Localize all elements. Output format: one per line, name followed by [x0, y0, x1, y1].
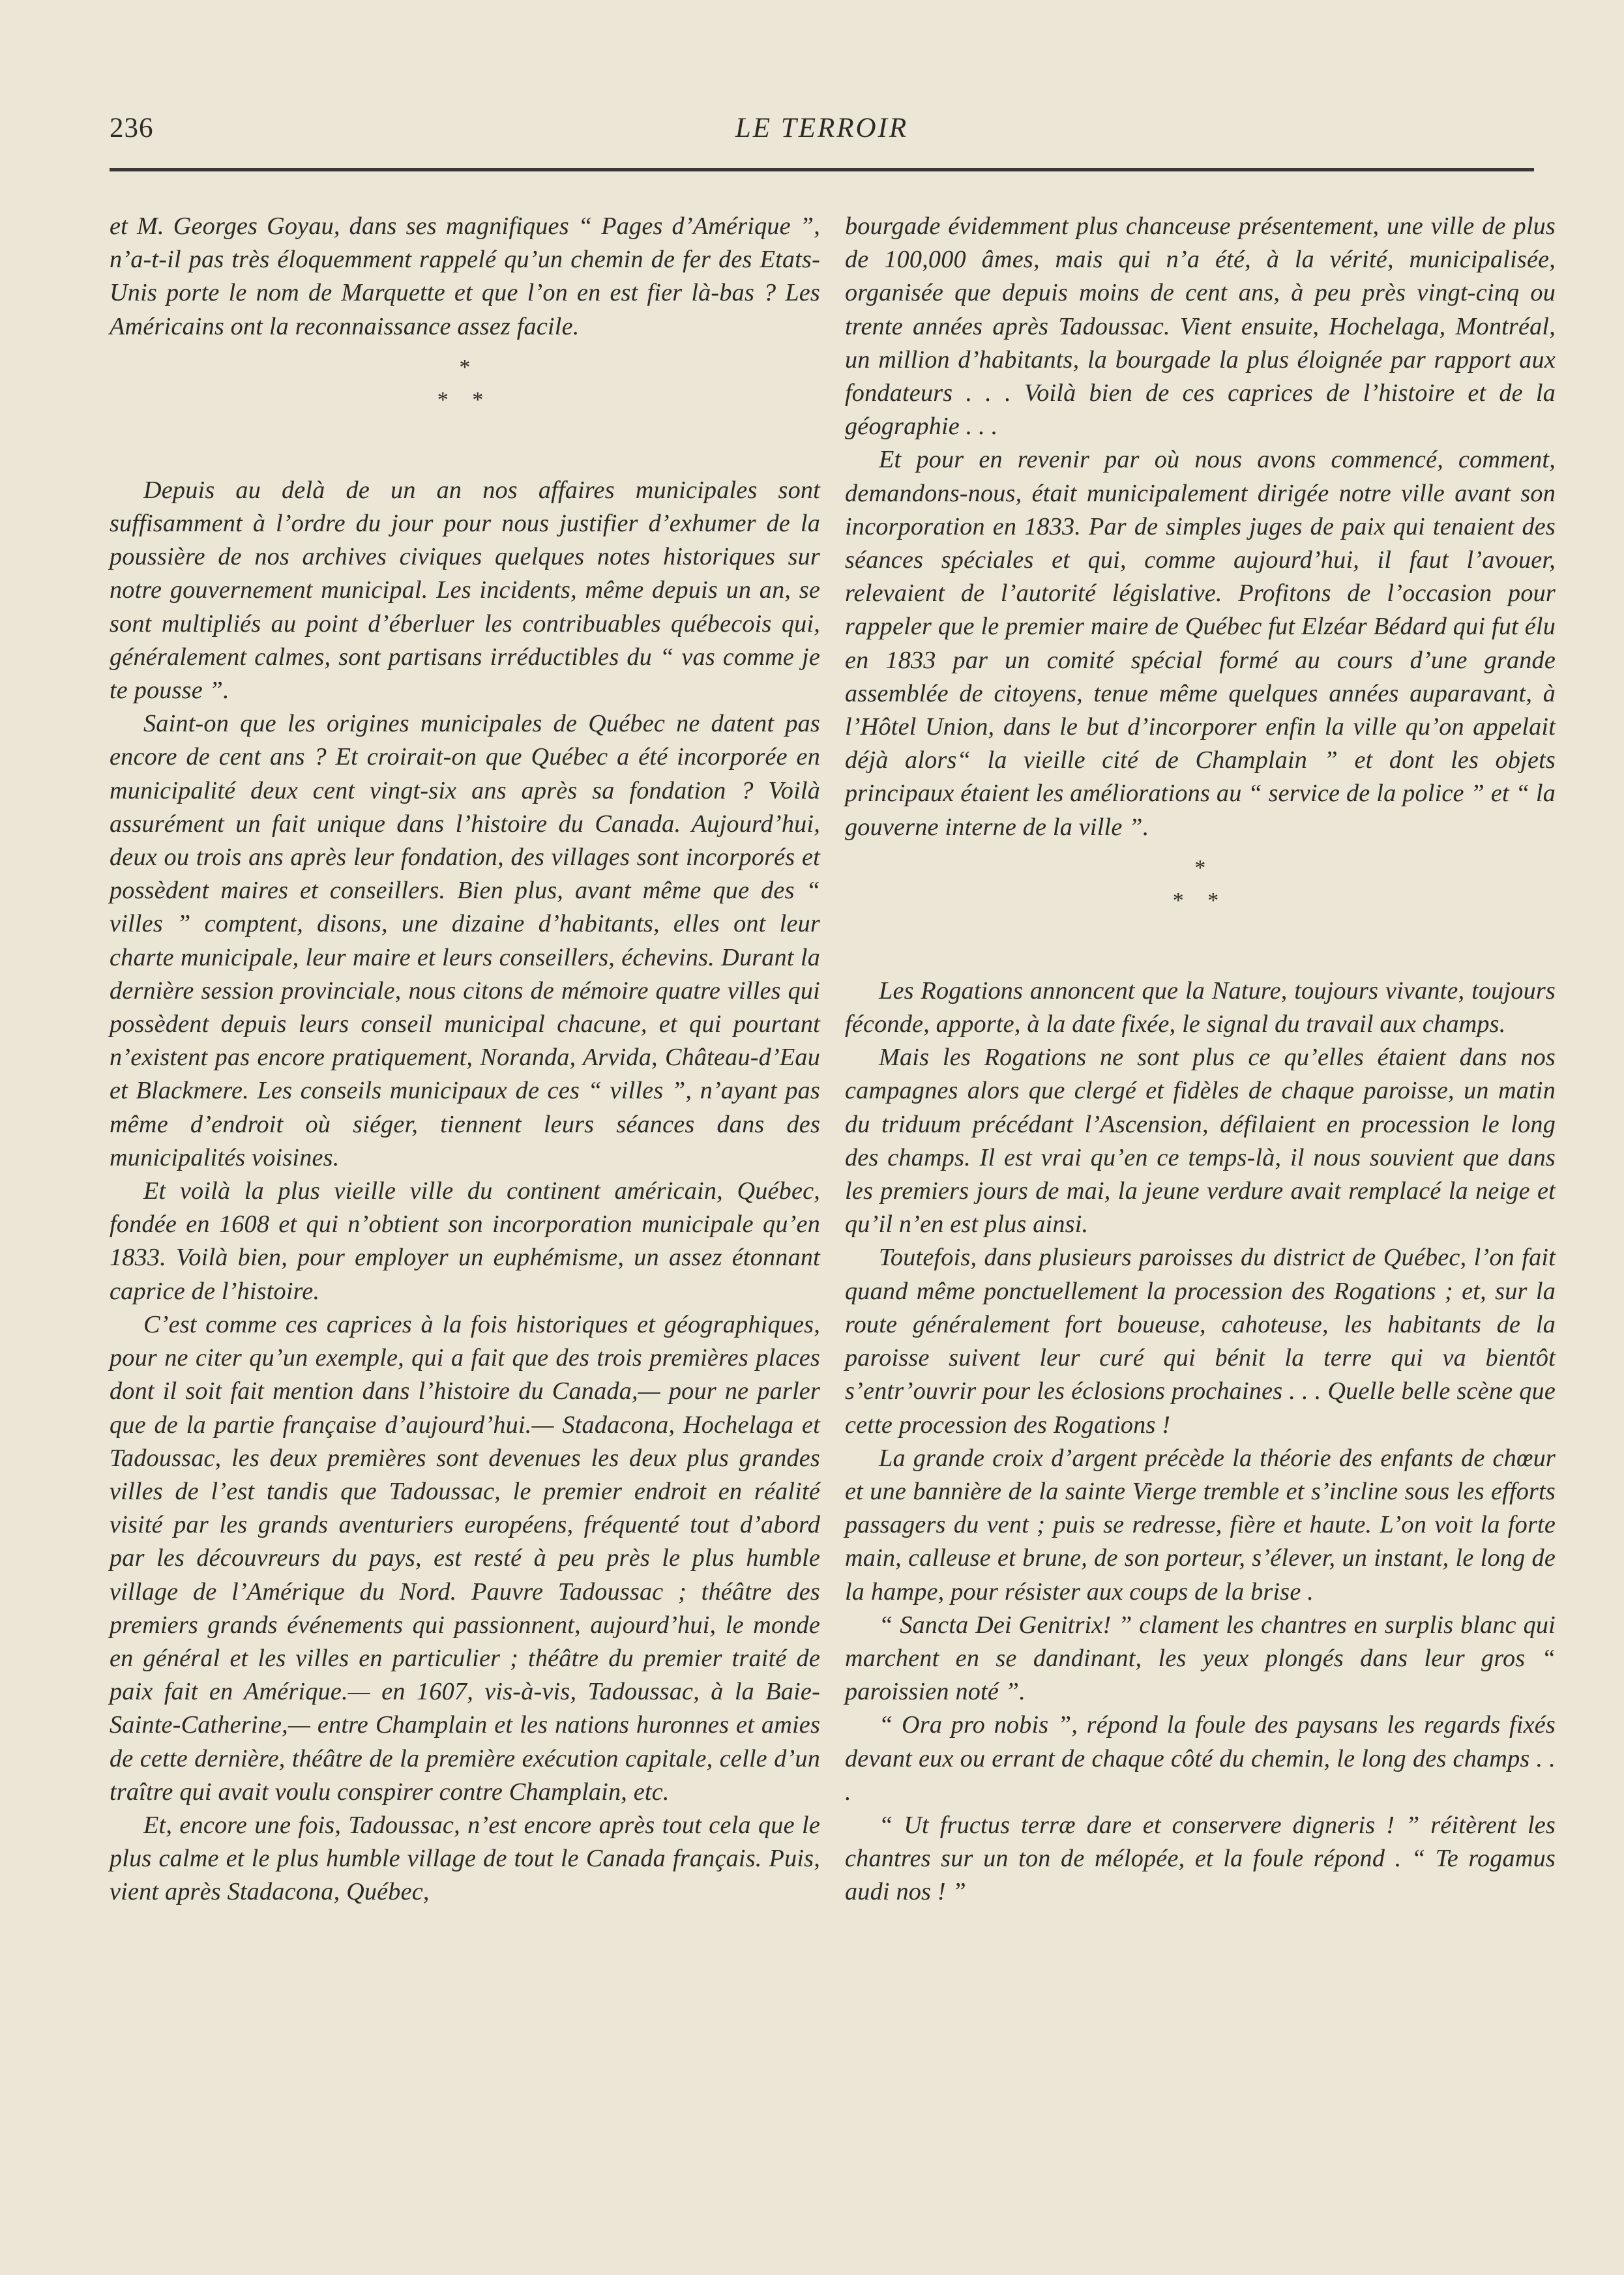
- paragraph: Et voilà la plus vieille ville du continent américain, Québec, fondée en 1608 et qui n’obtient son incorporation municipale qu’en 1833. Voilà bien, pour employer un euphémisme, un assez étonnant caprice de l’histoire.: [110, 1177, 820, 1305]
- paragraph: Depuis au delà de un an nos affaires municipales sont suffisamment à l’ordre du jour pour nous justifier d’exhumer de la poussière de nos archives civiques quelques notes historiques sur notre gouvernement municipal. Les incidents, même depuis un an, se sont multipliés au point d’éberluer les contribuables québecois qui, généralement calmes, sont partisans irréductibles du “ vas comme je te pousse ”.: [110, 476, 820, 705]
- paragraph: Et pour en revenir par où nous avons commencé, comment, demandons-nous, était municipalement dirigée notre ville avant son incorporation en 1833. Par de simples juges de paix qui tenaient des séances spéciales et qui, comme aujourd’hui, il faut l’avouer, relevaient de l’autorité législative. Profitons de l’occasion pour rappeler que le premier maire de Québec fut Elzéar Bédard qui fut élu en 1833 par un comité spécial formé au cours d’une grande assemblée de citoyens, tenue même quelques années auparavant, à l’Hôtel Union, dans le but d’incorporer enfin la ville qu’on appelait déjà alors“ la vieille cité de Champlain ” et dont les objets principaux étaient les améliorations au “ service de la police ” et “ la gouverne interne de la ville ”.: [845, 446, 1556, 841]
- header-rule: [110, 168, 1534, 171]
- asterisk-top: *: [1194, 855, 1206, 880]
- paragraph: bourgade évidemment plus chanceuse présentement, une ville de plus de 100,000 âmes, mais qui n’a été, à la vérité, municipalisée, organisée que depuis moins de cent ans, à peu près vingt-cinq ou trente années après Tadoussac. Vient ensuite, Hochelaga, Montréal, un million d’habitants, la bourgade la plus éloignée par rapport aux fondateurs . . . Voilà bien de ces caprices de l’histoire et de la géographie . . .: [845, 213, 1556, 441]
- paragraph: Les Rogations annoncent que la Nature, toujours vivante, toujours féconde, apporte, à la date fixée, le signal du travail aux champs.: [845, 976, 1556, 1038]
- paragraph: C’est comme ces caprices à la fois historiques et géographiques, pour ne citer qu’un exemple, qui a fait que des trois premières places dont il soit fait mention dans l’histoire du Canada,— pour ne parler que de la partie française d’aujourd’hui.— Stadacona, Hochelaga et Tadoussac, les deux premières sont devenues les deux plus grandes villes de l’est tandis que Tadoussac, le premier endroit en réalité visité par les grands aventuriers européens, fréquenté tout d’abord par les découvreurs du pays, est resté à peu près le plus humble village de l’Amérique du Nord. Pauvre Tadoussac ; théâtre des premiers grands événements qui passionnent, aujourd’hui, le monde en général et les villes en particulier ; théâtre du premier traité de paix fait en Amérique.— en 1607, vis-à-vis, Tadoussac, à la Baie-Sainte-Catherine,— entre Champlain et les nations huronnes et amies de cette dernière, théâtre de la première exécution capitale, celle d’un traître qui avait voulu conspirer contre Champlain, etc.: [110, 1310, 820, 1806]
- paragraph: Mais les Rogations ne sont plus ce qu’elles étaient dans nos campagnes alors que clergé et fidèles de chaque paroisse, un matin du triduum précédant l’Ascension, défilaient en procession le long des champs. Il est vrai qu’en ce temps-là, il nous souvient que dans les premiers jours de mai, la jeune verdure avait remplacé la neige et qu’il n’en est plus ainsi.: [845, 1044, 1556, 1239]
- asterisk-bottom: * *: [437, 387, 493, 412]
- page-number: 236: [110, 113, 154, 143]
- section-separator: [110, 351, 820, 417]
- spacer: [845, 917, 1556, 975]
- paragraph: “ Sancta Dei Genitrix! ” clament les chantres en surplis blanc qui marchent en se dandinant, les yeux plongés dans leur gros “ paroissien noté ”.: [845, 1611, 1556, 1706]
- spacer: [110, 417, 820, 474]
- left-column: [110, 210, 820, 1909]
- asterisk-bottom: * *: [1172, 888, 1228, 913]
- asterisk-top: *: [459, 355, 471, 379]
- running-title: LE TERROIR: [735, 113, 909, 143]
- paragraph: et M. Georges Goyau, dans ses magnifiques “ Pages d’Amérique ”, n’a-t-il pas très éloquemment rappelé qu’un chemin de fer des Etats-Unis porte le nom de Marquette et que l’on en est fier là-bas ? Les Américains ont la reconnaissance assez facile.: [110, 213, 820, 340]
- right-column: [845, 210, 1556, 1909]
- paragraph: Saint-on que les origines municipales de Québec ne datent pas encore de cent ans ? Et croirait-on que Québec a été incorporée en municipalité deux cent vingt-six ans après sa fondation ? Voilà assurément un fait unique dans l’histoire du Canada. Aujourd’hui, deux ou trois ans après leur fondation, des villages sont incorporés et possèdent maires et conseillers. Bien plus, avant même que des “ villes ” comptent, disons, une dizaine d’habitants, elles ont leur charte municipale, leur maire et leurs conseillers, échevins. Durant la dernière session provinciale, nous citons de mémoire quatre villes qui possèdent depuis leurs conseil municipal chacune, et qui pourtant n’existent pas encore pratiquement, Noranda, Arvida, Château-d’Eau et Blackmere. Les conseils municipaux de ces “ villes ”, n’ayant pas même d’endroit où siéger, tiennent leurs séances dans des municipalités voisines.: [110, 710, 820, 1171]
- paragraph: “ Ut fructus terræ dare et conservere digneris ! ” réitèrent les chantres sur un ton de mélopée, et la foule répond . “ Te rogamus audi nos ! ”: [845, 1811, 1556, 1906]
- paragraph: “ Ora pro nobis ”, répond la foule des paysans les regards fixés devant eux ou errant de chaque côté du chemin, le long des champs . . .: [845, 1711, 1556, 1806]
- section-separator: [845, 852, 1556, 917]
- paragraph: La grande croix d’argent précède la théorie des enfants de chœur et une bannière de la sainte Vierge tremble et s’incline sous les efforts passagers du vent ; puis se redresse, fière et haute. L’on voit la forte main, calleuse et brune, de son porteur, s’élever, un instant, le long de la hampe, pour résister aux coups de la brise .: [845, 1444, 1556, 1606]
- paragraph: Et, encore une fois, Tadoussac, n’est encore après tout cela que le plus calme et le plus humble village de tout le Canada français. Puis, vient après Stadacona, Québec,: [110, 1811, 820, 1906]
- paragraph: Toutefois, dans plusieurs paroisses du district de Québec, l’on fait quand même ponctuellement la procession des Rogations ; et, sur la route généralement fort boueuse, cahoteuse, les habitants de la paroisse suivent leur curé qui bénit la terre qui va bientôt s’entr’ouvrir pour les éclosions prochaines . . . Quelle belle scène que cette procession des Rogations !: [845, 1244, 1556, 1439]
- page-header: [110, 110, 1534, 150]
